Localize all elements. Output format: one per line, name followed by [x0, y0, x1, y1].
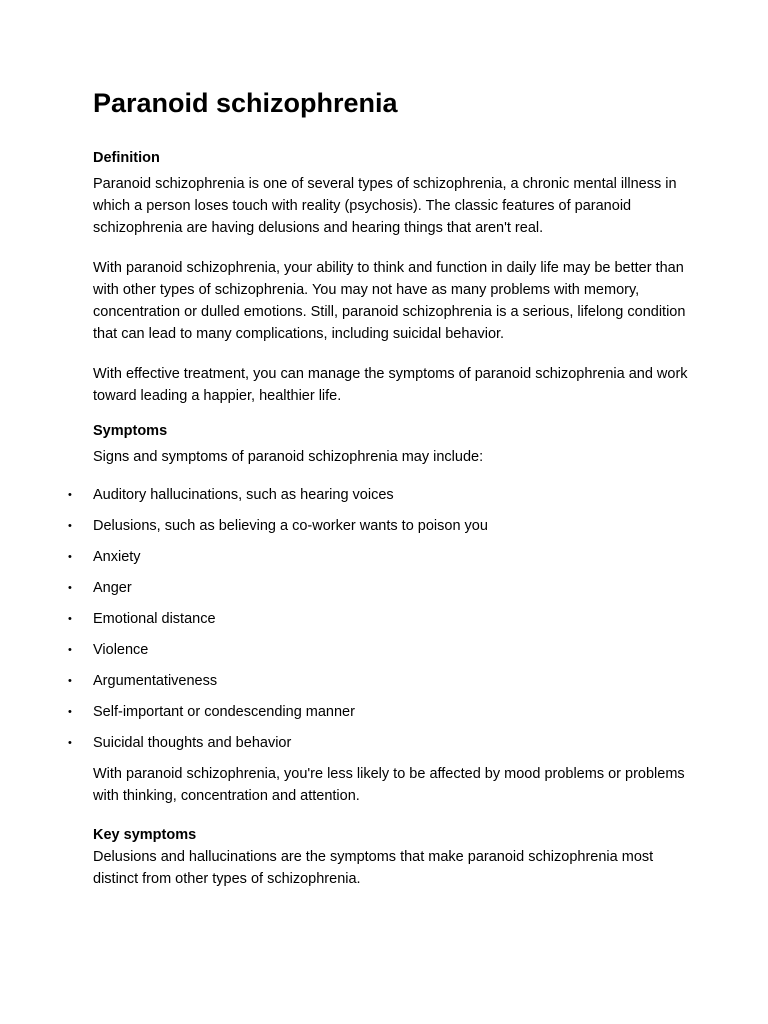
- list-item: [68, 484, 693, 506]
- definition-paragraph-1: Paranoid schizophrenia is one of several types of schizophrenia, a chronic mental illness in which a person loses touch with reality (psychosis). The classic features of paranoid schizophrenia are having delusions and hearing things that aren't real.: [93, 176, 677, 236]
- bullet-icon: •: [68, 489, 72, 501]
- bullet-icon: •: [68, 613, 72, 625]
- bullet-icon: •: [68, 737, 72, 749]
- bullet-icon: •: [68, 675, 72, 687]
- list-item: [68, 639, 693, 661]
- symptoms-heading: Symptoms: [93, 423, 168, 439]
- list-item-text: Anxiety: [93, 549, 141, 565]
- list-item-text: Delusions, such as believing a co-worker wants to poison you: [93, 518, 488, 534]
- bullet-icon: •: [68, 520, 72, 532]
- definition-paragraph-3: With effective treatment, you can manage the symptoms of paranoid schizophrenia and work toward leading a happier, healthier life.: [93, 366, 688, 404]
- list-item-text: Violence: [93, 642, 149, 658]
- key-symptoms-text: Delusions and hallucinations are the symptoms that make paranoid schizophrenia most distinct from other types of schizophrenia.: [93, 849, 654, 887]
- list-item-text: Argumentativeness: [93, 673, 218, 689]
- definition-paragraph-2: With paranoid schizophrenia, your ability to think and function in daily life may be better than with other types of schizophrenia. You may not have as many problems with memory, concentration or dulled emotions. Still, paranoid schizophrenia is a serious, lifelong condition that can lead to many complications, including suicidal behavior.: [93, 260, 686, 342]
- bullet-icon: •: [68, 644, 72, 656]
- list-item: [68, 608, 693, 630]
- list-item-text: Self-important or condescending manner: [93, 704, 355, 720]
- list-item: [68, 670, 693, 692]
- bullet-icon: •: [68, 582, 72, 594]
- symptoms-note: With paranoid schizophrenia, you're less likely to be affected by mood problems or problems with thinking, concentration and attention.: [93, 766, 685, 804]
- page-title: Paranoid schizophrenia: [93, 88, 398, 118]
- symptoms-list: [68, 484, 693, 754]
- definition-section: [93, 147, 693, 407]
- list-item: [68, 515, 693, 537]
- list-item: [68, 732, 693, 754]
- definition-heading: Definition: [93, 150, 160, 166]
- document-content: [68, 86, 693, 890]
- list-item: [68, 577, 693, 599]
- symptoms-section: [68, 420, 693, 807]
- bullet-icon: •: [68, 551, 72, 563]
- list-item: [68, 701, 693, 723]
- list-item-text: Emotional distance: [93, 611, 216, 627]
- bullet-icon: •: [68, 706, 72, 718]
- list-item: [68, 546, 693, 568]
- list-item-text: Anger: [93, 580, 132, 596]
- list-item-text: Auditory hallucinations, such as hearing voices: [93, 487, 394, 503]
- key-symptoms-heading: Key symptoms: [93, 827, 197, 843]
- key-symptoms-section: [93, 824, 693, 890]
- list-item-text: Suicidal thoughts and behavior: [93, 735, 292, 751]
- symptoms-intro: Signs and symptoms of paranoid schizophrenia may include:: [93, 449, 484, 465]
